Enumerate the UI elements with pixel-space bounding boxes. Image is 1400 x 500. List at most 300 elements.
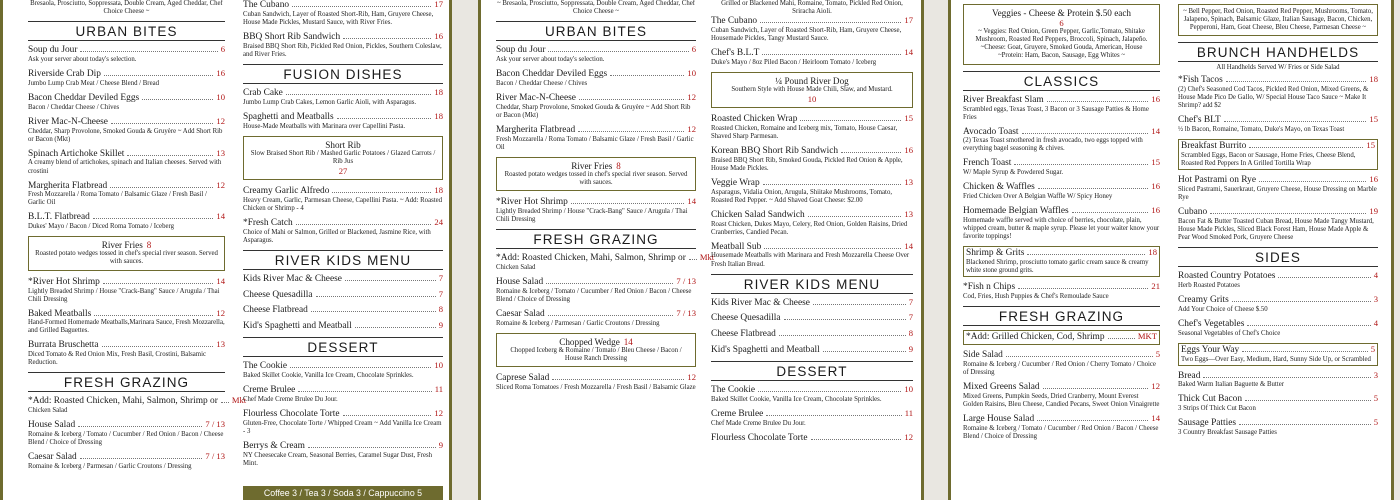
menu-item-line: [496, 93, 696, 104]
menu-item-description: Ask your server about today's selection.: [496, 55, 605, 63]
menu-item-price: 3: [1373, 369, 1378, 380]
feature-title-line: [968, 8, 1155, 18]
menu-item-line: [496, 373, 696, 384]
menu-item-description: Cuban Sandwich, Layer of Roasted Short-Rib, Ham, Gruyere Cheese, Housemade Pickles, Tangy Mustard Sauce.: [711, 26, 902, 42]
menu-item-line: [711, 329, 913, 340]
menu-item-line: [1178, 319, 1378, 330]
menu-item-line: [963, 206, 1160, 217]
menu-item-description: Ask your server about today's selection.: [28, 55, 137, 63]
dot-leader: [579, 99, 684, 100]
menu-item: [1178, 371, 1378, 390]
menu-item: [243, 186, 443, 213]
menu-item: [1178, 295, 1378, 314]
menu-item-name: Chicken Salad Sandwich: [711, 209, 805, 220]
menu-item-description: Duke's Mayo / 8oz Piled Bacon / Heirloom Tomato / Iceberg: [711, 58, 877, 66]
menu-item: [243, 321, 443, 332]
menu-item: [1178, 271, 1378, 290]
menu-item-line: [711, 298, 913, 309]
menu-item-line: [711, 210, 913, 221]
dot-leader: [1224, 121, 1367, 122]
menu-item-price: 16: [1151, 93, 1160, 104]
feature-price: 27: [338, 165, 348, 176]
dot-leader: [1038, 188, 1149, 189]
menu-item-name: Flourless Chocolate Torte: [711, 432, 808, 443]
feature-title: Short Rib: [325, 139, 361, 150]
dot-leader: [766, 415, 901, 416]
menu-item-price: 12: [687, 371, 696, 382]
dot-leader: [1232, 301, 1371, 302]
menu-item-description: Cheddar, Sharp Provolone, Smoked Gouda & Gruyère ~ Add Short Rib or Bacon (Mkt): [496, 103, 691, 119]
menu-item-name: Side Salad: [963, 349, 1003, 360]
menu-item-description: Homemade waffle served with choice of berries, chocolate, plain, whipped cream, butter & maple syrup. Please let your waiter know your favorite toppings!: [963, 217, 1160, 241]
dot-leader: [355, 327, 436, 328]
dot-leader: [337, 118, 432, 119]
menu-item-line: [243, 290, 443, 301]
menu-item-description: Chicken Salad: [28, 407, 68, 415]
menu-item-name: Cheese Flatbread: [711, 329, 776, 340]
menu-item-name: Spinach Artichoke Skillet: [28, 148, 125, 159]
menu-item-description: Add Your Choice of Cheese $.50: [1178, 305, 1268, 313]
menu-item-line: [1178, 394, 1378, 405]
menu-item-description: Diced Tomato & Red Onion Mix, Fresh Basil, Crostini, Balsamic Reduction.: [28, 351, 206, 367]
section-heading: FUSION DISHES: [243, 64, 443, 84]
menu-item-line: [243, 441, 443, 452]
feature-box: [963, 4, 1160, 65]
menu-item-name: Roasted Chicken Wrap: [711, 113, 798, 124]
menu-item-name: Korean BBQ Short Rib Sandwich: [711, 145, 839, 156]
top-note: ~ Bresaola, Prosciutto, Soppressata, Double Cream, Aged Cheddar, Chef Choice Cheese ~: [496, 0, 696, 16]
dot-leader: [1018, 288, 1148, 289]
menu-item: [243, 88, 443, 107]
menu-item-price: 14: [904, 240, 913, 251]
menu-item-name: Roasted Country Potatoes: [1178, 271, 1276, 282]
menu-item-line: [1178, 295, 1378, 306]
menu-item-description: Roast Chicken, Dukes Mayo, Celery, Red Onion, Golden Raisins, Dried Cranberries, Candied Pecan.: [711, 220, 908, 236]
menu-item-line: [963, 182, 1160, 193]
menu-item-description: Romaine & Iceberg / Parmesan / Garlic Croutons / Dressing: [28, 463, 192, 471]
top-note: Bresaola, Prosciutto, Soppressata, Double Cream, Aged Cheddar, Chef Choice Cheese ~: [30, 0, 223, 16]
dot-leader: [610, 75, 684, 76]
menu-item-price: 12: [687, 123, 696, 134]
menu-item-description: (2) Chef's Seasoned Cod Tacos, Pickled Red Onion, Mixed Greens, & House Made Pico De Gallo, W/ Special House Taco Sauce ~ Make It Shrimp? add $2: [1178, 86, 1369, 110]
menu-item-name: Soup du Jour: [28, 45, 78, 56]
dot-leader: [94, 315, 213, 316]
menu-item-description: Heavy Cream, Garlic, Parmesan Cheese, Capellini Pasta. ~ Add: Roasted Chicken or Shrimp - 4: [243, 196, 443, 212]
menu-item-price: 7: [438, 288, 443, 299]
menu-item: [711, 242, 913, 269]
menu-item: [243, 385, 443, 404]
menu-item-name: Baked Meatballs: [28, 308, 92, 319]
menu-item-line: [243, 88, 443, 99]
menu-item-price: 7: [908, 296, 913, 307]
menu-item-name: Caesar Salad: [28, 452, 77, 463]
feature-description: Southern Style with House Made Chili, Slaw, and Mustard.: [731, 85, 893, 93]
menu-item-name: Creamy Grits: [1178, 294, 1229, 305]
menu-item-line: [496, 277, 696, 288]
menu-item: [28, 212, 225, 231]
dot-leader: [142, 99, 213, 100]
menu-item-line: [243, 218, 443, 229]
menu-item-line: [963, 350, 1160, 361]
dot-leader: [110, 187, 213, 188]
menu-item-line: [966, 248, 1157, 259]
menu-item-line: [966, 332, 1157, 343]
dot-leader: [1203, 377, 1370, 378]
menu-item: [1178, 139, 1378, 170]
menu-item-description: Romaine & Iceberg / Cucumber / Red Onion / Cherry Tomato / Choice of Dressing: [963, 360, 1156, 376]
menu-item-price: 12: [216, 115, 225, 126]
menu-item-name: The Cookie: [243, 361, 288, 372]
menu-item-description: Seasonal Vegetables of Chef's Choice: [1178, 329, 1281, 337]
menu-item-price: 16: [216, 67, 225, 78]
panel2-left-column: [496, 0, 715, 500]
menu-item-name: Berrys & Cream: [243, 440, 305, 451]
menu-item-line: [711, 48, 913, 59]
feature-title-line: [248, 140, 438, 150]
menu-item-price: 21: [1151, 281, 1160, 292]
menu-item-description: Bacon / Cheddar Cheese / Chives: [28, 103, 120, 111]
menu-item-line: [496, 251, 715, 264]
menu-item-line: [1181, 141, 1375, 152]
menu-item-line: [243, 274, 443, 285]
dot-leader: [552, 379, 684, 380]
menu-item-line: [711, 146, 913, 157]
menu-item-line: [28, 277, 225, 288]
feature-title: Veggies - Cheese & Protein $.50 each: [991, 8, 1132, 18]
menu-item: [28, 93, 225, 112]
menu-item-name: House Salad: [28, 420, 76, 431]
menu-item: [711, 385, 913, 404]
menu-item: [1178, 343, 1378, 366]
menu-item-name: House Salad: [496, 276, 544, 287]
menu-item-price: 5: [1155, 348, 1160, 359]
menu-item-price: 9: [438, 320, 443, 331]
menu-item-description: Braised BBQ Short Rib, Pickled Red Onion, Pickles, Southern Coleslaw, and River Fries.: [243, 42, 442, 58]
menu-item-line: [711, 114, 913, 125]
menu-item-price: 8: [908, 328, 913, 339]
menu-item: [711, 146, 913, 173]
dot-leader: [332, 192, 431, 193]
menu-item-line: [243, 305, 443, 316]
menu-item-line: [496, 309, 696, 320]
feature-description: Roasted potato wedges tossed in chef's special river season. Served with sauces.: [504, 170, 688, 186]
feature-title: Chopped Wedge: [559, 336, 620, 347]
dot-leader: [1022, 133, 1149, 134]
menu-item-name: Cheese Quesadilla: [243, 289, 313, 300]
menu-item-name: Chef's BLT: [1178, 115, 1221, 126]
menu-item-description: Fresh Mozzarella / Roma Tomato / Balsamic Glaze / Fresh Basil / Garlic Oil: [496, 135, 694, 151]
dot-leader: [311, 311, 436, 312]
menu-item: [496, 45, 696, 64]
menu-item-line: [28, 395, 247, 407]
feature-title: River Fries: [571, 160, 613, 171]
feature-box: [243, 136, 443, 180]
menu-item-line: [28, 340, 225, 351]
menu-item-description: Roasted Chicken, Romaine and Iceberg mix, Tomato, House Caesar, Shaved Sharp Parmesan.: [711, 124, 898, 140]
menu-item-description: Cheddar, Sharp Provolone, Smoked Gouda & Gruyère ~ Add Short Rib or Bacon (Mkt): [28, 127, 223, 143]
menu-item-price: 12: [216, 307, 225, 318]
menu-item-name: Hot Pastrami on Rye: [1178, 175, 1257, 186]
section-heading: FRESH GRAZING: [28, 372, 225, 392]
menu-item: [963, 414, 1160, 441]
menu-item-line: [496, 125, 696, 136]
menu-item-description: Braised BBQ Short Rib, Smoked Gouda, Pickled Red Onion & Apple, House Made Pickles.: [711, 156, 903, 172]
dot-leader: [93, 218, 214, 219]
menu-item: [28, 277, 225, 304]
menu-item: [28, 309, 225, 336]
menu-item-line: [243, 409, 443, 420]
menu-item-name: Mixed Greens Salad: [963, 381, 1040, 392]
menu-item-line: [28, 309, 225, 320]
section-heading: URBAN BITES: [28, 21, 225, 41]
menu-item-name: Cheese Quesadilla: [711, 313, 781, 324]
dot-leader: [546, 283, 673, 284]
menu-item: [28, 340, 225, 367]
menu-item-line: [1178, 418, 1378, 429]
menu-item-line: [28, 212, 225, 223]
menu-item-name: Cubano: [1178, 207, 1208, 218]
menu-item-description: W/ Maple Syrup & Powdered Sugar.: [963, 169, 1064, 177]
feature-box: [28, 236, 225, 270]
dot-leader: [1043, 388, 1149, 389]
menu-item-price: 10: [687, 67, 696, 78]
menu-item-price: 7 / 13: [205, 419, 225, 430]
dot-leader: [1047, 101, 1149, 102]
menu-item-description: Choice of Mahi or Salmon, Grilled or Blackened, Jasmine Rice, with Asparagus.: [243, 228, 431, 244]
feature-title-line: [501, 161, 691, 171]
menu-item-price: 10: [434, 360, 443, 371]
menu-item-line: [1178, 75, 1378, 86]
dot-leader: [813, 304, 906, 305]
section-heading: RIVER KIDS MENU: [711, 274, 913, 294]
menu-item-price: Mkt: [231, 395, 247, 406]
menu-item: [963, 206, 1160, 241]
dot-leader: [1242, 351, 1368, 352]
menu-item-price: 5: [1370, 343, 1375, 354]
menu-item-description: Dukes' Mayo / Bacon / Diced Roma Tomato / Iceberg: [28, 223, 175, 231]
menu-item-price: 15: [1366, 140, 1375, 151]
dot-leader: [292, 6, 431, 7]
dot-leader: [784, 319, 906, 320]
menu-item-name: Kids River Mac & Cheese: [243, 273, 342, 284]
menu-item-description: Scrambled Eggs, Bacon or Sausage, Home Fries, Cheese Blend, Roasted Red Peppers In A Grilled Tortilla Wrap: [1181, 152, 1356, 168]
panel1-right-column: [243, 0, 443, 500]
menu-item-price: 5: [1373, 393, 1378, 404]
dot-leader: [127, 155, 213, 156]
dot-leader: [808, 216, 902, 217]
menu-item-price: 6: [220, 44, 225, 55]
menu-item: [496, 125, 696, 152]
menu-item-description: Baked Skillet Cookie, Vanilla Ice Cream, Chocolate Sprinkles.: [243, 372, 414, 380]
menu-item: [28, 45, 225, 64]
menu-item: [1178, 394, 1378, 413]
menu-item-description: Herb Roasted Potatoes: [1178, 281, 1240, 289]
menu-item-name: Kid's Spaghetti and Meatball: [711, 345, 820, 356]
menu-item-description: Chicken Salad: [496, 263, 536, 271]
menu-item-price: 15: [1369, 114, 1378, 125]
menu-item-name: Bread: [1178, 370, 1201, 381]
menu-item-price: 18: [1148, 247, 1157, 258]
menu-item: [711, 329, 913, 340]
menu-item-name: Creme Brulee: [711, 408, 764, 419]
menu-item: [711, 433, 913, 444]
menu-item-name: Large House Salad: [963, 413, 1035, 424]
menu-item-price: 7: [438, 272, 443, 283]
menu-item-description: Chef Made Creme Brulee Du Jour.: [711, 419, 806, 427]
menu-item: [243, 441, 443, 468]
menu-item: [1178, 418, 1378, 437]
menu-item-price: 11: [904, 407, 913, 418]
feature-price: 8: [146, 240, 152, 251]
menu-item-name: Soup du Jour: [496, 45, 546, 56]
menu-item-line: [28, 117, 225, 128]
menu-item-line: [711, 178, 913, 189]
dot-leader: [1006, 356, 1153, 357]
dot-leader: [571, 203, 685, 204]
dot-leader: [80, 458, 203, 459]
menu-item-name: River Mac-N-Cheese: [496, 92, 576, 103]
menu-item-name: Flourless Chocolate Torte: [243, 409, 340, 419]
menu-item-name: River Breakfast Slam: [963, 94, 1044, 105]
menu-item-line: [963, 382, 1160, 393]
dot-leader: [345, 280, 436, 281]
feature-title-line: [501, 337, 691, 347]
menu-item-description: Romaine & Iceberg / Tomato / Cucumber / Red Onion / Bacon / Cheese Blend / Choice of Dressing: [496, 287, 692, 303]
menu-item-description: Romaine & Iceberg / Parmesan / Garlic Croutons / Dressing: [496, 319, 660, 327]
menu-item-description: Baked Skillet Cookie, Vanilla Ice Cream, Chocolate Sprinkles.: [711, 395, 882, 403]
feature-price: 14: [623, 336, 633, 347]
panel3-left-column: [963, 0, 1160, 500]
menu-item-name: *Fresh Catch: [243, 217, 293, 228]
dot-leader: [111, 123, 213, 124]
menu-item: [711, 48, 913, 67]
menu-item-price: 5: [1373, 417, 1378, 428]
menu-item: [711, 16, 913, 43]
menu-item-name: The Cubano: [243, 0, 290, 10]
menu-item-name: *Add: Roasted Chicken, Mahi, Salmon, Shrimp or: [28, 396, 218, 407]
dot-leader: [1259, 181, 1366, 182]
menu-panel-3: [948, 0, 1394, 500]
menu-item: [963, 127, 1160, 154]
menu-item-price: 13: [216, 339, 225, 350]
menu-item: [711, 298, 913, 309]
menu-item-price: 7: [908, 312, 913, 323]
feature-title: ¼ Pound River Dog: [775, 75, 849, 86]
feature-box: [711, 72, 913, 108]
menu-item-line: [243, 32, 443, 43]
menu-item-description: Cuban Sandwich, Layer of Roasted Short-Rib, Ham, Gruyere Cheese, House Made Pickles, Mustard Sauce, with River Fries.: [243, 10, 434, 26]
menu-item-line: [711, 409, 913, 420]
panel1-left-column: [28, 0, 247, 500]
dot-leader: [548, 51, 688, 52]
feature-description: Slow Braised Short Rib / Mashed Garlic Potatoes / Glazed Carrots / Rib Jus: [250, 149, 436, 165]
menu-item-name: *River Hot Shrimp: [28, 276, 100, 287]
menu-item-description: Lightly Breaded Shrimp / House "Crack-Bang" Sauce / Arugula / Thai Chili Dressing: [28, 287, 220, 303]
menu-item-line: [28, 149, 225, 160]
menu-item-line: [28, 69, 225, 80]
menu-item-name: Eggs Your Way: [1181, 344, 1240, 355]
menu-item-name: Thick Cut Bacon: [1178, 394, 1243, 405]
menu-item: [711, 114, 913, 141]
menu-item-line: [963, 414, 1160, 425]
section-heading: FRESH GRAZING: [963, 306, 1160, 326]
menu-item-description: NY Cheesecake Cream, Seasonal Berries, Caramel Sugar Dust, Fresh Mint.: [243, 451, 433, 467]
menu-item-description: Romaine & Iceberg / Tomato / Cucumber / Red Onion / Bacon / Cheese Blend / Choice of Dressing: [28, 431, 224, 447]
menu-item-line: [711, 433, 913, 444]
dot-leader: [779, 335, 906, 336]
menu-item-line: [243, 0, 443, 11]
menu-item-description: Jumbo Lump Crab Meat / Cheese Blend / Bread: [28, 79, 160, 87]
menu-item-name: Sausage Patties: [1178, 418, 1237, 429]
dot-leader: [296, 224, 432, 225]
menu-item-price: 10: [216, 91, 225, 102]
menu-item-line: [496, 197, 696, 208]
menu-item-price: 18: [1369, 74, 1378, 85]
dot-leader: [80, 51, 217, 52]
feature-description: Chopped Iceberg & Romaine / Tomato / Bleu Cheese / Bacon / House Ranch Dressing: [510, 346, 682, 362]
menu-item-description: Sliced Pastrami, Sauerkraut, Gruyere Cheese, House Dressing on Marble Rye: [1178, 186, 1377, 202]
menu-item-name: Chef's B.L.T: [711, 47, 760, 58]
dot-leader: [78, 426, 202, 427]
menu-item: [243, 32, 443, 59]
menu-item: [711, 210, 913, 237]
dot-leader: [758, 391, 901, 392]
menu-item-description: 3 Strips Of Thick Cut Bacon: [1178, 405, 1256, 413]
menu-item-price: 12: [904, 431, 913, 442]
menu-item-line: [711, 242, 913, 253]
dot-leader: [286, 94, 432, 95]
feature-price: 10: [807, 93, 817, 104]
menu-item-name: *River Hot Shrimp: [496, 196, 568, 207]
menu-item-description: Bacon / Cheddar Cheese / Chives: [496, 79, 588, 87]
section-heading: CLASSICS: [963, 71, 1160, 91]
menu-item: [496, 69, 696, 88]
menu-item-line: [28, 181, 225, 192]
menu-item-line: [711, 385, 913, 396]
menu-item: [711, 313, 913, 324]
menu-item-description: Housemade Meatballs with Marinara and Fresh Mozzarella Cheese Over Fresh Italian Bread.: [711, 252, 910, 268]
menu-item-name: Margherita Flatbread: [496, 124, 576, 135]
menu-item-price: 17: [434, 0, 443, 9]
menu-item-description: Romaine & Iceberg / Tomato / Cucumber / Red Onion / Bacon / Cheese Blend / Choice of Dressing: [963, 424, 1159, 440]
menu-item: [963, 382, 1160, 409]
menu-item-name: Creme Brulee: [243, 385, 296, 396]
menu-item-name: Shrimp & Grits: [966, 248, 1025, 259]
dot-leader: [1108, 338, 1135, 339]
dot-leader: [1014, 164, 1148, 165]
menu-item-price: MKT: [1137, 330, 1157, 341]
menu-item-name: B.L.T. Flatbread: [28, 212, 90, 223]
feature-title-line: [33, 240, 220, 250]
section-heading: URBAN BITES: [496, 21, 696, 41]
menu-item-line: [243, 321, 443, 332]
panel3-right-column: [1178, 0, 1378, 500]
menu-item: [28, 452, 225, 471]
menu-item-description: Baked Warm Italian Baguette & Butter: [1178, 381, 1284, 389]
menu-item-line: [28, 452, 225, 463]
dot-leader: [689, 259, 697, 260]
menu-item: [28, 420, 225, 447]
menu-item-line: [243, 385, 443, 396]
feature-box: [496, 333, 696, 367]
menu-item: [243, 305, 443, 316]
panel2-right-column: [711, 0, 913, 500]
menu-item-line: [496, 69, 696, 80]
menu-item-name: Veggie Wrap: [711, 177, 760, 188]
menu-item-price: 14: [904, 46, 913, 57]
menu-item-description: House-Made Meatballs with Marinara over Capellini Pasta.: [243, 122, 406, 130]
menu-item-name: Crab Cake: [243, 87, 283, 98]
